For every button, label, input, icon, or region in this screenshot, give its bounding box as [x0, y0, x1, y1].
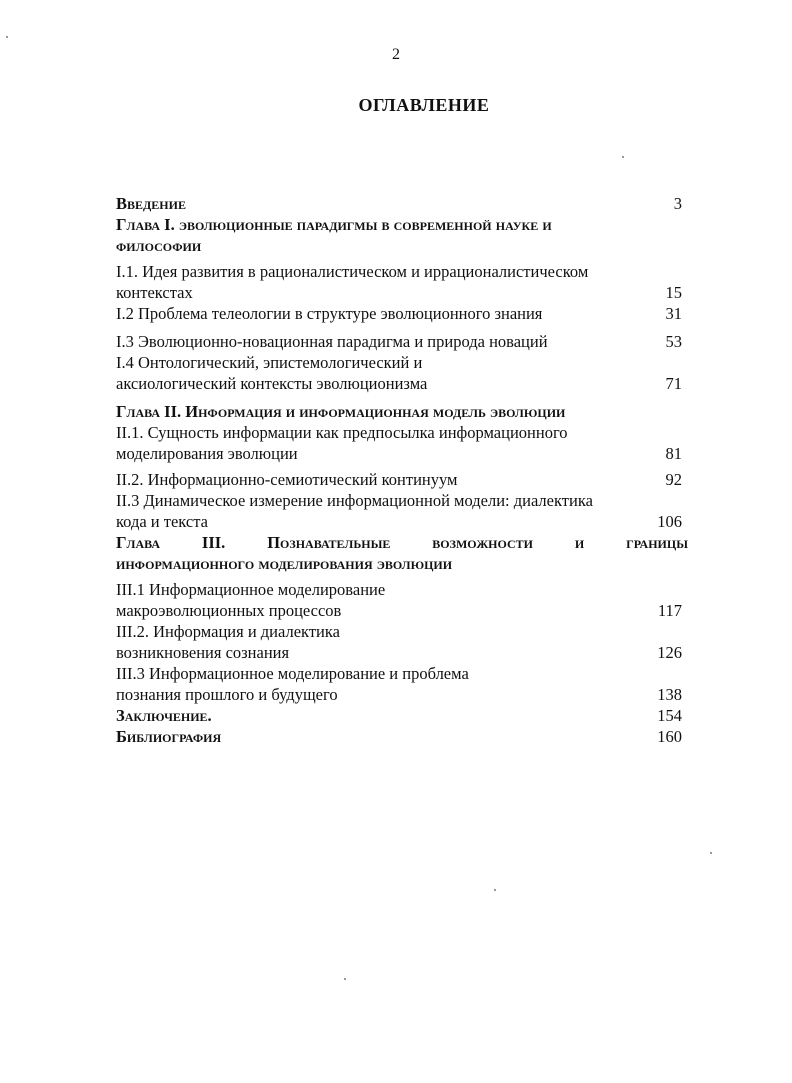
chapter-3-title-line1: Глава III. Познавательные возможности и границы: [116, 533, 688, 552]
toc-entry-2-2: [116, 469, 688, 490]
page-title: ОГЛАВЛЕНИЕ: [358, 95, 490, 115]
chapter-1-title-line2: философии: [116, 236, 202, 255]
page-number: 2: [392, 46, 400, 63]
chapter-1-title: [116, 214, 688, 256]
toc-entry-text: III.3 Информационное моделирование и проблема: [116, 664, 469, 683]
toc-entry-text: Заключение.: [116, 706, 212, 725]
toc-entry-page: 71: [665, 374, 682, 393]
toc-entry-1-3: [116, 331, 688, 352]
toc-entry-intro: [116, 193, 688, 214]
toc-entry-1-4: [116, 352, 688, 394]
chapter-3-title: [116, 532, 688, 574]
toc-entry-page: 117: [657, 601, 682, 620]
toc-entry-page: 92: [665, 470, 682, 489]
toc-entry-text: II.3 Динамическое измерение информационной модели: диалектика: [116, 491, 593, 510]
toc-entry-3-3: [116, 663, 688, 705]
toc-entry-page: 154: [657, 706, 682, 725]
toc-entry-text: I.3 Эволюционно-новационная парадигма и природа новаций: [116, 332, 548, 351]
toc-entry-text: I.2 Проблема телеологии в структуре эволюционного знания: [116, 304, 543, 323]
table-of-contents: [116, 193, 688, 747]
toc-entry-text: I.4 Онтологический, эпистемологический и: [116, 353, 423, 372]
scan-speck: [710, 852, 712, 854]
toc-entry-text: моделирования эволюции: [116, 444, 298, 463]
toc-entry-bibliography: [116, 726, 688, 747]
toc-entry-text: Библиография: [116, 727, 222, 746]
toc-entry-text: кода и текста: [116, 512, 208, 531]
scan-speck: [6, 36, 8, 38]
scan-speck: [344, 978, 346, 980]
scan-speck: [622, 156, 624, 158]
toc-entry-text: возникновения сознания: [116, 643, 290, 662]
chapter-1-title-line1: Глава I. эволюционные парадигмы в современной науке и: [116, 215, 552, 234]
toc-entry-2-3: [116, 490, 688, 532]
toc-entry-page: 3: [673, 194, 682, 213]
toc-entry-page: 160: [657, 727, 682, 746]
toc-entry-page: 15: [665, 283, 682, 302]
toc-entry-1-2: [116, 303, 688, 324]
toc-entry-3-2: [116, 621, 688, 663]
toc-entry-text: аксиологический контексты эволюционизма: [116, 374, 428, 393]
toc-entry-page: 126: [657, 643, 682, 662]
toc-entry-page: 106: [657, 512, 682, 531]
toc-entry-text: III.1 Информационное моделирование: [116, 580, 386, 599]
toc-entry-text: III.2. Информация и диалектика: [116, 622, 340, 641]
toc-entry-page: 31: [665, 304, 682, 323]
toc-entry-text: контекстах: [116, 283, 193, 302]
toc-entry-text: макроэволюционных процессов: [116, 601, 342, 620]
toc-entry-page: 53: [665, 332, 682, 351]
toc-entry-text: II.2. Информационно-семиотический континуум: [116, 470, 458, 489]
toc-entry-text: познания прошлого и будущего: [116, 685, 338, 704]
scan-speck: [494, 889, 496, 891]
toc-entry-text: I.1. Идея развития в рационалистическом и иррационалистическом: [116, 262, 589, 281]
toc-entry-text: Введение: [116, 194, 186, 213]
toc-entry-text: II.1. Сущность информации как предпосылка информационного: [116, 423, 568, 442]
toc-entry-conclusion: [116, 705, 688, 726]
toc-entry-page: 138: [657, 685, 682, 704]
toc-entry-2-1: [116, 422, 688, 464]
toc-entry-page: 81: [665, 444, 682, 463]
chapter-3-title-line2: информационного моделирования эволюции: [116, 554, 453, 573]
chapter-2-title: Глава II. Информация и информационная модель эволюции: [116, 402, 566, 421]
toc-entry-1-1: [116, 261, 688, 303]
toc-entry-3-1: [116, 579, 688, 621]
